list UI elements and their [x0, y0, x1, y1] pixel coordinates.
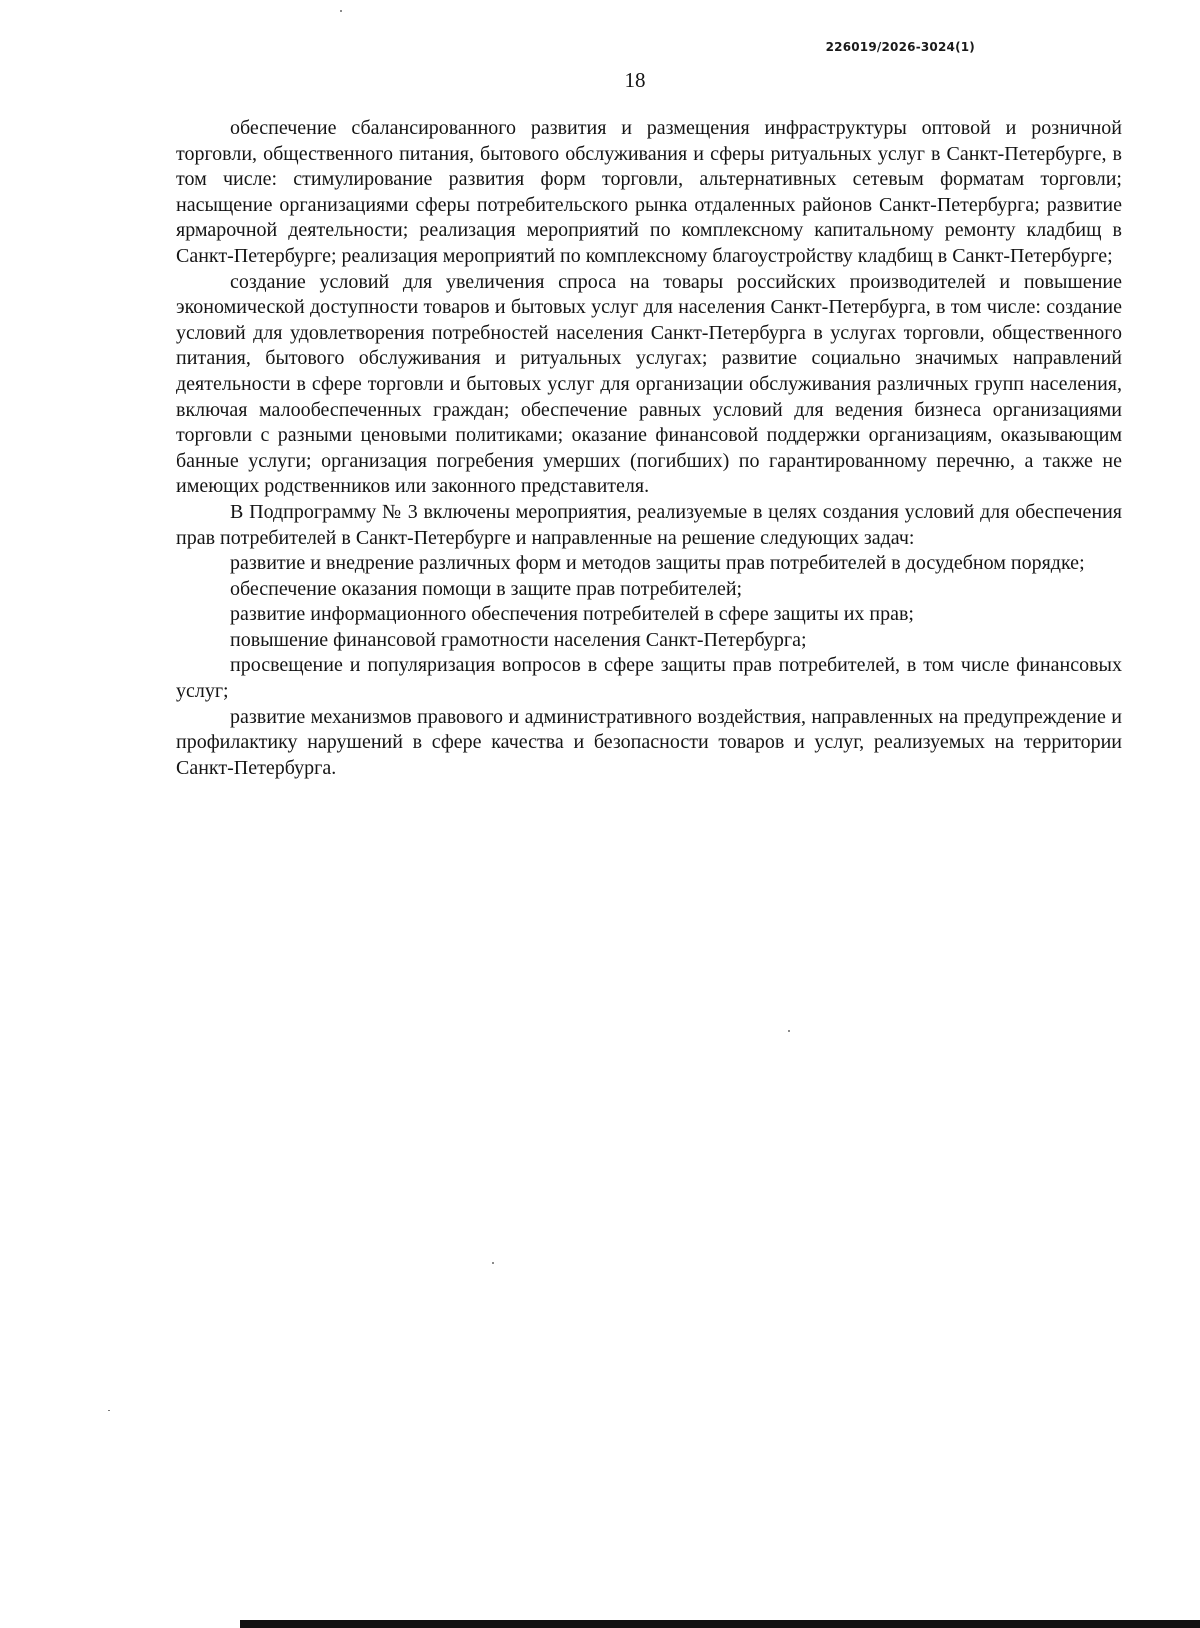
paragraph: повышение финансовой грамотности населения Санкт-Петербурга;	[230, 628, 807, 651]
paragraph: развитие информационного обеспечения потребителей в сфере защиты их прав;	[230, 603, 914, 626]
scan-speck	[108, 1410, 110, 1411]
document-registration-number: 226019/2026-3024(1)	[825, 40, 975, 54]
page-number: 18	[624, 68, 646, 92]
paragraph: обеспечение оказания помощи в защите прав потребителей;	[230, 577, 743, 600]
scan-speck	[788, 1030, 790, 1032]
paragraph: обеспечение сбалансированного развития и размещения инфраструктуры оптовой и розничной торговли, общественного питания, бытового обслуживания и сферы ритуальных услуг в Санкт-Петербурге, в том числе: стимулирование развития форм торговли, альтернативных сетевым форматам торговли; насыщение организациями сферы потребительского рынка отдаленных районов Санкт-Петербурга; развитие ярмарочной деятельности; реализация мероприятий по комплексному капитальному ремонту кладбищ в Санкт-Петербурге; реализация мероприятий по комплексному благоустройству кладбищ в Санкт-Петербурге;	[176, 117, 1122, 267]
scan-edge-bar	[240, 1620, 1200, 1628]
scan-speck	[340, 10, 342, 12]
document-body	[176, 116, 1122, 781]
paragraph: создание условий для увеличения спроса на товары российских производителей и повышение экономической доступности товаров и бытовых услуг для населения Санкт-Петербурга, в том числе: создание условий для удовлетворения потребностей населения Санкт-Петербурга в услугах торговли, общественного питания, бытового обслуживания и ритуальных услугах; развитие социально значимых направлений деятельности в сфере торговли и бытовых услуг для организации обслуживания различных групп населения, включая малообеспеченных граждан; обеспечение равных условий для ведения бизнеса организациями торговли с разными ценовыми политиками; оказание финансовой поддержки организациям, оказывающим банные услуги; организация погребения умерших (погибших) по гарантированному перечню, а также не имеющих родственников или законного представителя.	[176, 270, 1122, 498]
scan-speck	[492, 1262, 494, 1264]
paragraph: просвещение и популяризация вопросов в сфере защиты прав потребителей, в том числе финансовых услуг;	[176, 654, 1122, 703]
paragraph: развитие и внедрение различных форм и методов защиты прав потребителей в досудебном порядке;	[230, 552, 1085, 575]
paragraph: развитие механизмов правового и административного воздействия, направленных на предупреждение и профилактику нарушений в сфере качества и безопасности товаров и услуг, реализуемых на территории Санкт-Петербурга.	[176, 705, 1122, 779]
paragraph: В Подпрограмму № 3 включены мероприятия, реализуемые в целях создания условий для обеспечения прав потребителей в Санкт-Петербурге и направленные на решение следующих задач:	[176, 500, 1122, 549]
